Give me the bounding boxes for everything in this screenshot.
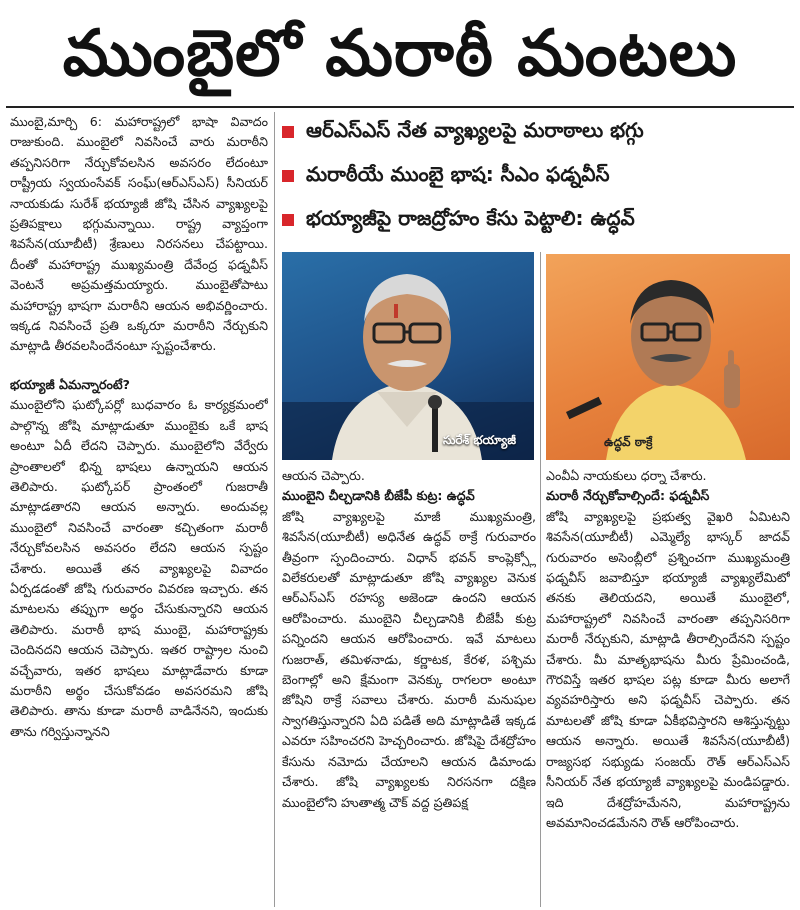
highlight-item bbox=[280, 198, 794, 242]
column-3 bbox=[546, 466, 790, 907]
photo-caption-left: సురేశ్ భయ్యాజీ bbox=[442, 433, 516, 447]
col1-subhead: భయ్యాజీ ఏమన్నారంటే? bbox=[10, 376, 130, 392]
bullet-square-icon bbox=[282, 214, 294, 226]
col2-paragraph-0: ఆయన చెప్పారు. bbox=[282, 468, 365, 483]
col2-paragraph-1: జోషి వ్యాఖ్యలపై మాజీ ముఖ్యమంత్రి, శివసేన(యూబీటీ) అధినేత ఉద్ధవ్ ఠాక్రే గురువారం తీవ్రంగా స్పందించారు. విధాన్ భవన్ కాంప్లెక్స్లో విలేకరులతో మాట్లాడుతూ జోషి వ్యాఖ్యల వెనుక ఆర్ఎస్ఎస్ రహస్య అజెండా ఉందని ఆయన ఆరోపించారు. ముంబైని చీల్చడానికి బీజేపీ కుట్ర పన్నిందని ఆయన ఆరోపించారు. ఇవే మాటలు గుజరాత్, తమిళనాడు, కర్ణాటక, కేరళ, పశ్చిమ బెంగాల్లో అని క్షేమంగా వెనక్కు రాగలరా అంటూ జోషిని ఠాక్రే సవాలు చేశారు. మరాఠీ మనుషుల స్వాగతిస్తున్నారని ఏది పడితే అది మాట్లాడితే ఇక్కడ ఎవరూ సహించరని హెచ్చరించారు. జోషిపై దేశద్రోహం కేసును నమోదు చేయాలని ఆయన డిమాండు చేశారు. జోషి వ్యాఖ్యలకు నిరసనగా దక్షిణ ముంబైలోని హుతాత్మ చౌక్ వద్ద ప్రతిపక్ష bbox=[282, 508, 536, 810]
portrait-illustration bbox=[546, 254, 790, 460]
col1-paragraph-2: ముంబైలోని ఘట్కోపర్లో బుధవారం ఓ కార్యక్రమంలో పాల్గొన్న జోషి మాట్లాడుతూ ముంబైకు ఒకే భాష అంటూ ఏదీ లేదని చెప్పారు. ముంబైలోని వేర్వేరు ప్రాంతాలలో భిన్న భాషలు ఉన్నాయని ఆయన తెలిపారు. ఘట్కోపర్ ప్రాంతంలో గుజరాతీ మాట్లాడతారని ఆయన అన్నారు. అందువల్ల ముంబైలో నివసించే వారంతా కచ్చితంగా మరాఠీ నేర్చుకోవలసిన అవసరం లేదని ఆయన స్పష్టం చేశారు. అయితే తన వ్యాఖ్యలపై వివాదం ఏర్పడడంతో జోషి గురువారం వివరణ ఇచ్చారు. తన మాటలను తప్పుగా అర్థం చేసుకున్నారని ఆయన తెలిపారు. మరాఠీ భాష ముంబై, మహారాష్ట్రకు చెందినదని ఆయన చెప్పారు. ఇతర రాష్ట్రాల నుంచి వచ్చేవారు, ఇతర భాషలు మాట్లాడేవారు కూడా మరాఠీని అర్థం చేసుకోవడం అవసరమని జోషి తెలిపారు. తాను కూడా మరాఠీ వాడినేనని, ఇందుకు తాను గర్విస్తున్నానని bbox=[10, 397, 268, 739]
portrait-illustration bbox=[282, 252, 534, 460]
column-2 bbox=[282, 466, 536, 907]
highlight-text: ఆర్ఎస్ఎస్ నేత వ్యాఖ్యలపై మరాఠాలు భగ్గు bbox=[306, 117, 644, 142]
col3-paragraph-0: ఎంవీఏ నాయకులు ధర్నా చేశారు. bbox=[546, 468, 707, 483]
highlights bbox=[280, 110, 794, 248]
headline: ముంబైలో మరాఠీ మంటలు bbox=[62, 17, 738, 91]
photo-suresh-bhaiyyaji bbox=[282, 252, 534, 460]
highlight-text: మరాఠీయే ముంబై భాష: సీఎం ఫడ్నవీస్ bbox=[306, 161, 610, 186]
highlight-item bbox=[280, 154, 794, 198]
bullet-square-icon bbox=[282, 126, 294, 138]
bullet-square-icon bbox=[282, 170, 294, 182]
col2-subhead: ముంబైని చీల్చడానికి బీజేపీ కుట్ర: ఉద్ధవ్ bbox=[282, 488, 475, 504]
col3-paragraph-1: జోషి వ్యాఖ్యలపై ప్రభుత్వ వైఖరి ఏమిటని శివసేన(యూబీటీ) ఎమ్మెల్యే భాస్కర్ జాదవ్ గురువారం అసెంబ్లీలో ప్రశ్నించగా ముఖ్యమంత్రి ఫడ్నవీస్ జవాబిస్తూ భయ్యాజీ వ్యాఖ్యలేమిటో తనకు తెలియదని, అయితే ముంబైలో, మహారాష్ట్రలో నివసించే వారంతా తప్పనిసరిగా మరాఠీ నేర్చుకుని, మాట్లాడి తీరాల్సిందేనని స్పష్టం చేశారు. మీ మాతృభాషను మీరు ప్రేమించండి, గౌరవిస్తే ఇతర భాషల పట్ల కూడా మీరు అలాగే వ్యవహరిస్తారు అని ఫడ్నవీస్ చెప్పారు. తన మాటలతో జోషి కూడా ఏకీభవిస్తారని ఆశిస్తున్నట్టు ఆయన అన్నారు. అయితే శివసేన(యూబీటీ) రాజ్యసభ సభ్యుడు సంజయ్ రౌత్ ఆర్ఎస్ఎస్ సీనియర్ నేత భయ్యాజీ వ్యాఖ్యలపై మండిపడ్డారు. ఇది దేశద్రోహమేనని, మహారాష్ట్రను అవమానించడమేనని రౌత్ ఆరోపించారు. bbox=[546, 508, 790, 830]
column-divider-1 bbox=[274, 112, 275, 907]
headline-rule bbox=[6, 106, 794, 108]
col3-subhead: మరాఠీ నేర్చుకోవాల్సిందే: ఫడ్నవీస్ bbox=[546, 488, 710, 504]
column-1 bbox=[10, 112, 268, 907]
photo-caption-right: ఉద్ధవ్ ఠాక్రే bbox=[604, 435, 653, 449]
column-divider-2 bbox=[540, 252, 541, 907]
photo-uddhav-thackeray bbox=[546, 254, 790, 460]
highlight-text: భయ్యాజీపై రాజద్రోహం కేసు పెట్టాలి: ఉద్ధవ్ bbox=[306, 205, 635, 230]
col1-paragraph-1: ముంబై,మార్చి 6: మహారాష్ట్రలో భాషా వివాదం రాజుకుంది. ముంబైలో నివసించే వారు మరాఠీని తప్పనిసరిగా నేర్చుకోవలసిన అవసరం లేదంటూ రాష్ట్రీయ స్వయంసేవక్ సంఘ్(ఆర్ఎస్ఎస్) సీనియర్ నాయకుడు సురేశ్ భయ్యాజీ జోషి చేసిన వ్యాఖ్యలపై ప్రతిపక్షాలు భగ్గుమన్నాయి. రాష్ట్ర వ్యాప్తంగా శివసేన(యూబీటీ) శ్రేణులు నిరసనలు చేపట్టాయి. దీంతో మహారాష్ట్ర ముఖ్యమంత్రి దేవేంద్ర ఫడ్నవీస్ వెంటనే అప్రమత్తమయ్యారు. ముంబైతోపాటు మహారాష్ట్ర భాషగా మరాఠీని ఆయన అభివర్ణించారు. ఇక్కడ నివసించే ప్రతి ఒక్కరూ మరాఠీని నేర్చుకుని మాట్లాడి తీరవలసిందేనంటూ స్పష్టంచేశారు. bbox=[10, 114, 268, 354]
highlight-item bbox=[280, 110, 794, 154]
